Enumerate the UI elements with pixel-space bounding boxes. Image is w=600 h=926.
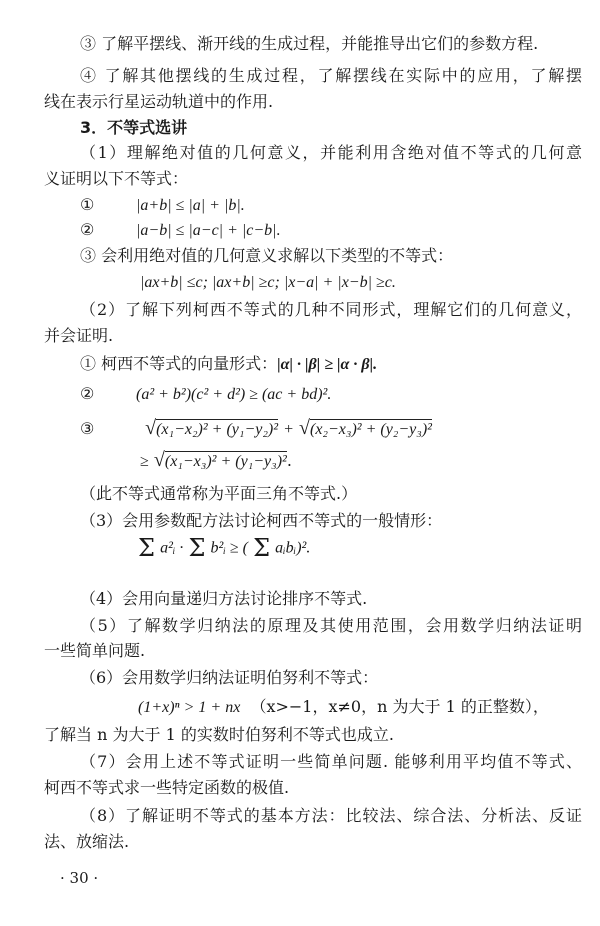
sigma-icon: Σ [138,534,155,562]
text-line: ① 柯西不等式的向量形式： [80,354,278,373]
text-line: ③ 会利用绝对值的几何意义求解以下类型的不等式： [80,246,454,265]
text-line: （5）了解数学归纳法的原理及其使用范围，会用数学归纳法证明 [80,616,582,635]
formula: (x₂−x₃)² + (y₂−y₃)² [310,421,432,438]
condition-text: （x>−1，x≠0，n 为大于 1 的正整数）， [250,697,549,716]
formula-line [140,450,582,472]
sigma-icon: Σ [188,534,206,562]
item-number: ② [80,220,95,239]
formula-line [80,220,582,241]
text-line: （3）会用参数配方法讨论柯西不等式的一般情形： [80,511,443,530]
sqrt-icon: √ [153,449,165,471]
section-heading: 3．不等式选讲 [80,118,188,137]
sqrt-term [299,418,432,440]
formula-line [80,418,582,440]
summation-sign [253,536,270,560]
text-line: ③ 了解平摆线、渐开线的生成过程，并能推导出它们的参数方程. [80,34,539,53]
page-number: · 30 · [60,869,99,887]
sqrt-term [145,418,278,440]
formula-line [80,354,582,375]
text-line: 线在表示行星运动轨道中的作用. [44,92,274,111]
period: . [286,451,292,470]
sum-formula [138,536,582,560]
summation-sign [138,536,155,560]
text-line: （1）理解绝对值的几何意义，并能利用含绝对值不等式的几何意 [80,143,582,162]
text-line: 法、放缩法. [44,832,130,851]
text-line: 一些简单问题. [44,641,146,660]
geq-sign: ≥ [140,453,149,470]
formula: (1+x)ⁿ > 1 + nx [138,699,241,716]
item-number: ③ [80,419,95,438]
plus-sign: + [283,421,294,438]
sqrt-icon: √ [145,417,157,439]
formula-line [80,384,582,405]
summation-sign [188,536,205,560]
text-line: 柯西不等式求一些特定函数的极值. [44,778,290,797]
text-line: （7）会用上述不等式证明一些简单问题. 能够利用平均值不等式、 [80,752,582,771]
text-line: （此不等式通常称为平面三角不等式.） [80,484,358,503]
formula: (a² + b²)(c² + d²) ≥ (ac + bd)². [136,386,332,403]
formula: (x₁−x₂)² + (y₁−y₂)² [156,421,279,438]
text-line: ④ 了解其他摆线的生成过程，了解摆线在实际中的应用，了解摆 [80,66,582,85]
text-line: 并会证明. [44,326,114,345]
item-number: ② [80,384,95,403]
formula: |a−b| ≤ |a−c| + |c−b|. [136,222,281,239]
sigma-icon: Σ [253,534,271,562]
text-line: 了解当 n 为大于 1 的实数时伯努利不等式也成立. [44,725,394,744]
item-number: ① [80,195,95,214]
text-line: （6）会用数学归纳法证明伯努利不等式： [80,668,379,687]
text-line: （4）会用向量递归方法讨论排序不等式. [80,589,368,608]
formula: |a+b| ≤ |a| + |b|. [136,197,245,214]
sqrt-icon: √ [299,417,310,439]
formula: aᵢbᵢ)². [275,539,311,557]
formula: a²ᵢ · [160,539,184,557]
formula-line [138,697,582,718]
text-line: （2）了解下列柯西不等式的几种不同形式，理解它们的几何意义， [80,300,582,319]
formula: b²ᵢ ≥ ( [210,539,248,557]
formula: |α| · |β| ≥ |α · β|. [277,356,378,373]
formula-line [80,195,582,216]
formula: |ax+b| ≤c; |ax+b| ≥c; |x−a| + |x−b| ≥c. [140,274,396,291]
text-line: （8）了解证明不等式的基本方法：比较法、综合法、分析法、反证 [80,806,582,825]
text-line: 义证明以下不等式： [44,169,189,188]
sqrt-term [154,450,287,472]
formula: (x₁−x₃)² + (y₁−y₃)² [164,453,287,470]
